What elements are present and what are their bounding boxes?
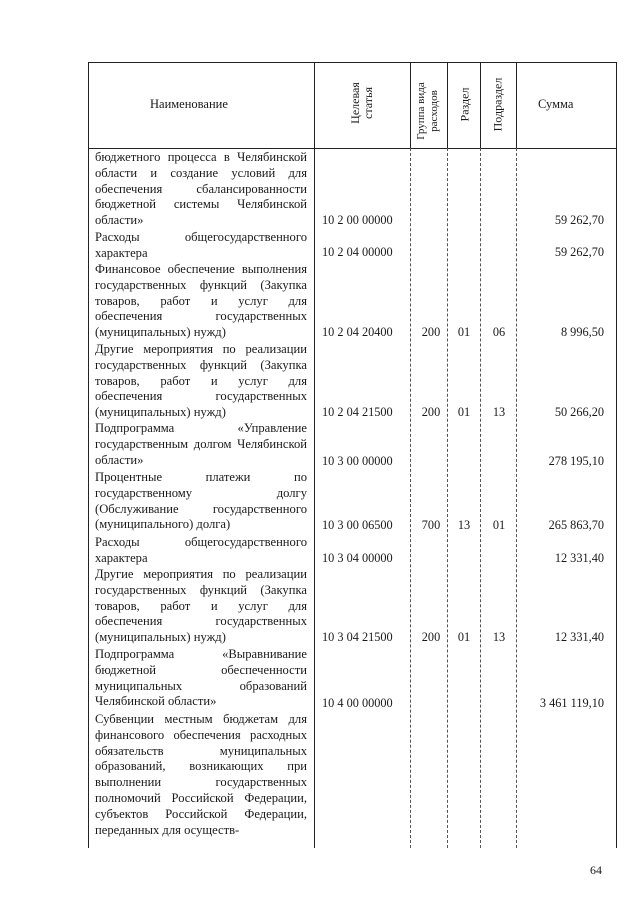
row-section: 01 [457, 405, 471, 419]
row-subsection: 06 [492, 325, 506, 339]
row-subsection: 13 [492, 630, 506, 644]
row-sum: 50 266,20 [554, 405, 604, 419]
row-code: 10 3 04 21500 [322, 630, 393, 644]
row-group: 200 [421, 405, 441, 419]
row-code: 10 4 00 00000 [322, 696, 393, 710]
row-code: 10 2 00 00000 [322, 213, 393, 227]
column-divider [410, 62, 411, 148]
column-divider [516, 148, 517, 848]
header-name: Наименование [150, 97, 228, 111]
column-divider [314, 62, 315, 848]
row-group: 700 [421, 518, 441, 532]
row-sum: 12 331,40 [554, 551, 604, 565]
row-sum: 59 262,70 [554, 213, 604, 227]
header-divider [88, 148, 617, 149]
row-group: 200 [421, 325, 441, 339]
row-name: Расходы общегосударственного характера [95, 230, 311, 260]
row-sum: 278 195,10 [548, 454, 604, 468]
header-target: Целевая статья [348, 82, 375, 124]
row-section: 13 [457, 518, 471, 532]
row-sum: 265 863,70 [548, 518, 604, 532]
row-name: Подпрограмма «Выравнивание бюджетной обеспеченности муниципальных образований Челябинской области» [95, 647, 311, 709]
header-section: Раздел [457, 87, 472, 122]
row-name: Подпрограмма «Управление государственным долгом Челябинской области» [95, 421, 311, 467]
row-code: 10 3 04 00000 [322, 551, 393, 565]
row-code: 10 2 04 00000 [322, 245, 393, 259]
row-group: 200 [421, 630, 441, 644]
row-section: 01 [457, 630, 471, 644]
column-divider [447, 62, 448, 148]
row-code: 10 2 04 20400 [322, 325, 393, 339]
row-sum: 8 996,50 [560, 325, 604, 339]
row-code: 10 2 04 21500 [322, 405, 393, 419]
column-divider [447, 148, 448, 848]
column-divider [410, 148, 411, 848]
row-code: 10 3 00 00000 [322, 454, 393, 468]
row-sum: 59 262,70 [554, 245, 604, 259]
header-subsection: Подраздел [490, 77, 505, 132]
row-name: Другие мероприятия по реализации государственных функций (Закупка товаров, работ и услуг для обеспечения государственных (муниципальных) нужд) [95, 567, 311, 645]
row-name: Субвенции местным бюджетам для финансового обеспечения расходных обязательств муниципальных образований, возникающих при выполнении государственных полномочий Российской Федерации, субъектов Российской Федерации, переданных для осуществ- [95, 712, 311, 837]
column-divider [480, 148, 481, 848]
row-name: Процентные платежи по государственному долгу (Обслуживание государственного (муниципального) долга) [95, 470, 311, 532]
row-section: 01 [457, 325, 471, 339]
page-number: 64 [590, 863, 602, 877]
header-group: Группа вида расходов [415, 82, 440, 140]
header-sum: Сумма [538, 97, 574, 111]
row-sum: 12 331,40 [554, 630, 604, 644]
row-name: Финансовое обеспечение выполнения государственных функций (Закупка товаров, работ и услуг для обеспечения государственных (муниципальных) нужд) [95, 262, 311, 340]
row-subsection: 01 [492, 518, 506, 532]
row-sum: 3 461 119,10 [539, 696, 604, 710]
row-name: Расходы общегосударственного характера [95, 535, 311, 565]
column-divider [516, 62, 517, 148]
row-code: 10 3 00 06500 [322, 518, 393, 532]
row-name: бюджетного процесса в Челябинской области и создание условий для обеспечения сбалансированности бюджетной системы Челябинской области» [95, 150, 311, 228]
row-subsection: 13 [492, 405, 506, 419]
column-divider [480, 62, 481, 148]
row-name: Другие мероприятия по реализации государственных функций (Закупка товаров, работ и услуг для обеспечения государственных (муниципальных) нужд) [95, 342, 311, 420]
